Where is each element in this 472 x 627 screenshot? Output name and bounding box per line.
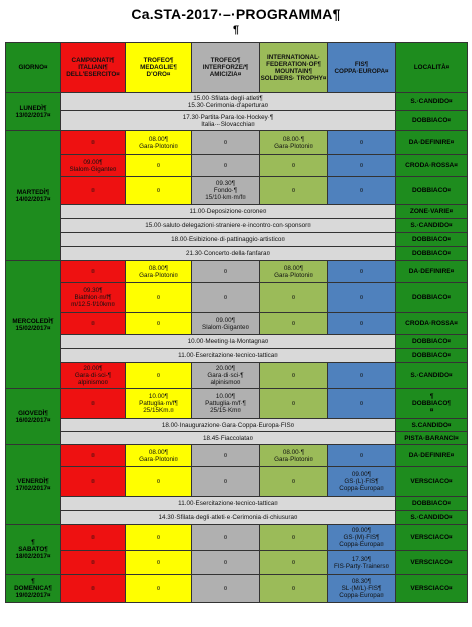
document-title: Ca.STA-2017·–·PROGRAMMA¶ [131, 6, 341, 22]
empty-cell: ¤ [61, 445, 126, 467]
empty-cell: ¤ [328, 155, 396, 177]
table-row [6, 313, 468, 335]
table-row [6, 283, 468, 313]
empty-cell: ¤ [126, 525, 192, 551]
empty-cell: ¤ [126, 177, 192, 205]
empty-cell: ¤ [61, 467, 126, 497]
table-row [6, 155, 468, 177]
event-cell: 18.00·Esibizione·di·pattinaggio·artistico¤ [61, 233, 396, 247]
event-cell: 09.30¶ Biathlon·m/f¶ m/12.5·f/10km¤ [61, 283, 126, 313]
empty-cell: ¤ [192, 467, 260, 497]
program-table [5, 42, 468, 603]
empty-cell: ¤ [260, 467, 328, 497]
table-row [6, 205, 468, 219]
location-cell: ZONE·VARIE¤ [396, 205, 468, 219]
location-cell: DA·DEFINIRE¤ [396, 445, 468, 467]
location-cell: CRODA·ROSSA¤ [396, 313, 468, 335]
table-row [6, 525, 468, 551]
event-cell: 14.30·Sfilata·degli·atleti·e·Cerimonia·di·chiusura¤ [61, 511, 396, 525]
day-domenica: ¶ DOMENICA¶ 19/02/2017¤ [6, 575, 61, 603]
location-cell: DOBBIACO¤ [396, 177, 468, 205]
table-row [6, 497, 468, 511]
table-row [6, 575, 468, 603]
empty-cell: ¤ [192, 525, 260, 551]
empty-cell: ¤ [192, 131, 260, 155]
header-campionati: CAMPIONATI¶ ITALIANI¶ DELL'ESERCITO¤ [61, 43, 126, 93]
location-cell: CRODA·ROSSA¤ [396, 155, 468, 177]
pilcrow-mark: ¶ [232, 24, 240, 36]
location-cell: DOBBIACO¤ [396, 283, 468, 313]
table-row [6, 233, 468, 247]
table-row [6, 335, 468, 349]
empty-cell: ¤ [61, 389, 126, 419]
location-cell: S.·CANDIDO¤ [396, 363, 468, 389]
day-martedi: MARTEDÌ¶ 14/02/2017¤ [6, 131, 61, 261]
event-cell: 08.00¶ Gara·Plotoni¤ [126, 261, 192, 283]
event-cell: 20.00¶ Gara·di·sci-¶ alpinismo¤ [61, 363, 126, 389]
header-fis: FIS¶ COPPA·EUROPA¤ [328, 43, 396, 93]
event-cell: 09.00¶ Slalom·Gigante¤ [61, 155, 126, 177]
header-international: INTERNATIONAL· FEDERATION·OF¶ MOUNTAIN¶ SOLDIERS· TROPHY¤ [260, 43, 328, 93]
empty-cell: ¤ [260, 525, 328, 551]
empty-cell: ¤ [260, 177, 328, 205]
location-cell: S.·CANDIDO¤ [396, 511, 468, 525]
header-localita: LOCALITÀ¤ [396, 43, 468, 93]
header-interforze: TROFEO¶ INTERFORZE/¶ AMICIZIA¤ [192, 43, 260, 93]
location-cell: S.·CANDIDO¤ [396, 93, 468, 111]
header-giorno: GIORNO¤ [6, 43, 61, 93]
location-cell: PISTA·BARANCI¤ [396, 432, 468, 445]
empty-cell: ¤ [328, 283, 396, 313]
event-cell: 08.00¶ Gara·Plotoni¤ [126, 131, 192, 155]
empty-cell: ¤ [126, 467, 192, 497]
empty-cell: ¤ [192, 261, 260, 283]
event-cell: 09.00¶ GS·(M)·FIS¶ Coppa·Europa¤ [328, 525, 396, 551]
empty-cell: ¤ [126, 283, 192, 313]
empty-cell: ¤ [260, 313, 328, 335]
event-cell: 08.00¶ Gara·Plotoni¤ [126, 445, 192, 467]
event-cell: 08.00·¶ Gara·Plotoni¤ [260, 131, 328, 155]
empty-cell: ¤ [192, 283, 260, 313]
table-row [6, 349, 468, 363]
table-row [6, 219, 468, 233]
location-cell: DOBBIACO¤ [396, 233, 468, 247]
event-cell: 10.00·Meeting·la·Montagna¤ [61, 335, 396, 349]
empty-cell: ¤ [260, 575, 328, 603]
empty-cell: ¤ [61, 575, 126, 603]
location-cell: S.CANDIDO¤ [396, 419, 468, 432]
header-row [6, 43, 468, 93]
table-row [6, 93, 468, 111]
empty-cell: ¤ [61, 131, 126, 155]
day-venerdi: VENERDÌ¶ 17/02/2017¤ [6, 445, 61, 525]
event-cell: 09.00¶ GS·(L)·FIS¶ Coppa·Europa¤ [328, 467, 396, 497]
header-medaglie: TROFEO¶ MEDAGLIE¶ D'ORO¤ [126, 43, 192, 93]
table-row [6, 511, 468, 525]
empty-cell: ¤ [328, 389, 396, 419]
empty-cell: ¤ [126, 575, 192, 603]
empty-cell: ¤ [61, 551, 126, 575]
event-cell: 10.00¶ Pattuglia·m/f¶ 25/15Km.¤ [126, 389, 192, 419]
location-cell: ¶ DOBBIACO¶ ¤ [396, 389, 468, 419]
empty-cell: ¤ [126, 155, 192, 177]
location-cell: S.·CANDIDO¤ [396, 219, 468, 233]
empty-cell: ¤ [328, 363, 396, 389]
event-cell: 08.00¶ Gara·Plotoni¤ [260, 261, 328, 283]
table-row [6, 551, 468, 575]
table-row [6, 389, 468, 419]
location-cell: VERSCIACO¤ [396, 551, 468, 575]
empty-cell: ¤ [328, 445, 396, 467]
empty-cell: ¤ [328, 313, 396, 335]
empty-cell: ¤ [126, 363, 192, 389]
day-sabato: ¶ SABATO¶ 18/02/2017¤ [6, 525, 61, 575]
location-cell: DOBBIACO¤ [396, 349, 468, 363]
location-cell: DOBBIACO¤ [396, 111, 468, 131]
empty-cell: ¤ [328, 261, 396, 283]
table-row [6, 177, 468, 205]
empty-cell: ¤ [260, 155, 328, 177]
event-cell: 08.30¶ SL·(M/L)·FIS¶ Coppa·Europa¤ [328, 575, 396, 603]
table-row [6, 111, 468, 131]
event-cell: 17.30¶ FIS·Party·Trainers¤ [328, 551, 396, 575]
event-cell: 09.30¶ Fondo·¶ 15/10·km·m/f¤ [192, 177, 260, 205]
location-cell: VERSCIACO¤ [396, 525, 468, 551]
empty-cell: ¤ [260, 551, 328, 575]
empty-cell: ¤ [61, 177, 126, 205]
event-cell: 20.00¶ Gara·di·sci-¶ alpinismo¤ [192, 363, 260, 389]
day-lunedi: LUNEDÌ¶ 13/02/2017¤ [6, 93, 61, 131]
empty-cell: ¤ [328, 177, 396, 205]
event-cell: 18.45·Fiaccolata¤ [61, 432, 396, 445]
day-mercoledi: MERCOLEDÌ¶ 15/02/2017¤ [6, 261, 61, 389]
empty-cell: ¤ [328, 131, 396, 155]
location-cell: DOBBIACO¤ [396, 247, 468, 261]
table-row [6, 445, 468, 467]
table-row [6, 419, 468, 432]
location-cell: DOBBIACO¤ [396, 335, 468, 349]
empty-cell: ¤ [126, 313, 192, 335]
event-cell: 11.00·Deposizione·corone¤ [61, 205, 396, 219]
event-cell: 15.00·Sfilata·degli·atleti¶ 15.30·Cerimonia·d'apertura¤ [61, 93, 396, 111]
event-cell: 08.00·¶ Gara·Plotoni¤ [260, 445, 328, 467]
location-cell: DA·DEFINIRE¤ [396, 131, 468, 155]
table-row [6, 131, 468, 155]
event-cell: 10.00¶ Pattuglia·m/f·¶ 25/15·Km¤ [192, 389, 260, 419]
empty-cell: ¤ [61, 313, 126, 335]
event-cell: 11.00·Esercitazione·tecnico-tattica¤ [61, 349, 396, 363]
event-cell: 17.30·Partita·Para·Ice·Hockey·¶ Italia·-·Slovacchia¤ [61, 111, 396, 131]
empty-cell: ¤ [61, 261, 126, 283]
empty-cell: ¤ [260, 363, 328, 389]
event-cell: 15.00·saluto·delegazioni·straniere·e·incontro·con·sponsor¤ [61, 219, 396, 233]
event-cell: 18.00·Inaugurazione·Gara·Coppa·Europa·FIS¤ [61, 419, 396, 432]
table-row [6, 363, 468, 389]
event-cell: 11.00·Esercitazione·tecnico-tattica¤ [61, 497, 396, 511]
empty-cell: ¤ [126, 551, 192, 575]
empty-cell: ¤ [192, 551, 260, 575]
location-cell: DA·DEFINIRE¤ [396, 261, 468, 283]
event-cell: ¤ [260, 389, 328, 419]
location-cell: VERSCIACO¤ [396, 467, 468, 497]
empty-cell: ¤ [192, 445, 260, 467]
empty-cell: ¤ [260, 283, 328, 313]
event-cell: 21.30·Concerto·della·fanfara¤ [61, 247, 396, 261]
location-cell: VERSCIACO¤ [396, 575, 468, 603]
table-row [6, 247, 468, 261]
day-giovedi: GIOVEDÌ¶ 16/02/2017¤ [6, 389, 61, 445]
empty-cell: ¤ [61, 525, 126, 551]
empty-cell: ¤ [192, 155, 260, 177]
empty-cell: ¤ [192, 575, 260, 603]
table-row [6, 467, 468, 497]
table-row [6, 261, 468, 283]
event-cell: 09.00¶ Slalom·Gigante¤ [192, 313, 260, 335]
location-cell: DOBBIACO¤ [396, 497, 468, 511]
table-row [6, 432, 468, 445]
